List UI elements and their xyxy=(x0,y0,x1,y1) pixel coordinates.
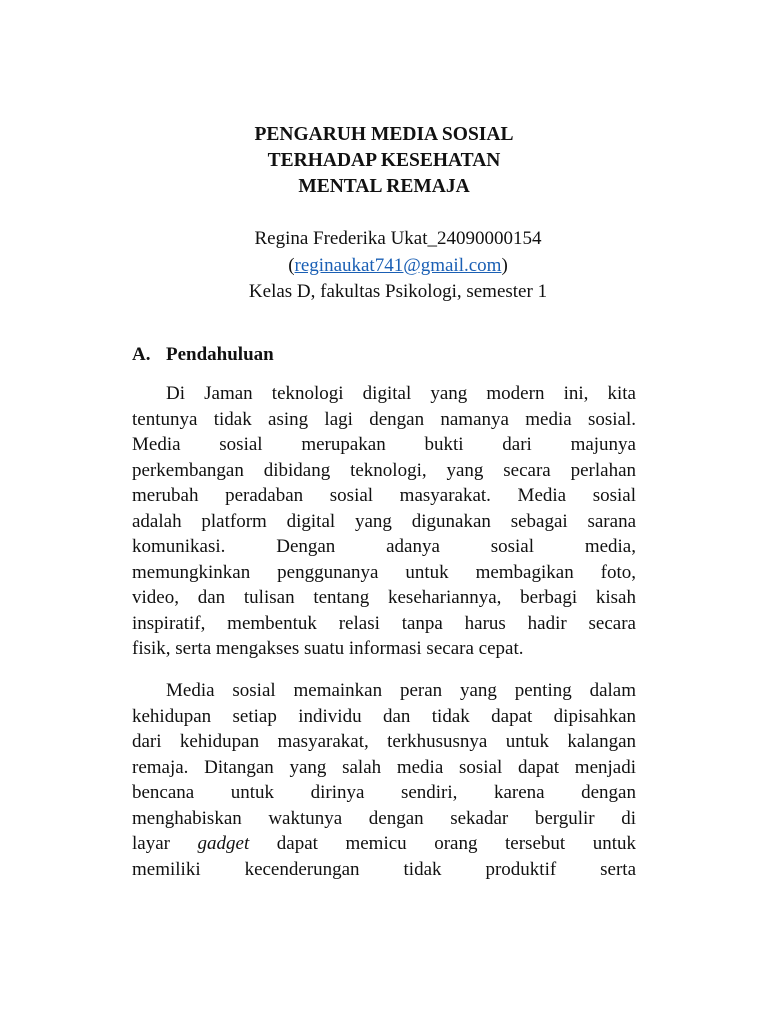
paragraph-line: kehidupan setiap individu dan tidak dapat dipisahkan xyxy=(132,705,636,727)
title-line: TERHADAP KESEHATAN xyxy=(267,150,501,171)
author-name: Regina Frederika Ukat_24090000154 xyxy=(254,228,542,249)
title-line: MENTAL REMAJA xyxy=(298,176,470,197)
paragraph-line: bencana untuk dirinya sendiri, karena dengan xyxy=(132,782,636,803)
author-email-line xyxy=(0,253,768,280)
document-title xyxy=(0,122,768,200)
paragraph-line: merubah peradaban sosial masyarakat. Media sosial xyxy=(132,485,636,506)
section-title: Pendahuluan xyxy=(166,344,274,365)
email-open-paren: ( xyxy=(288,254,295,276)
gadget-italic: gadget xyxy=(197,833,250,854)
author-block xyxy=(0,226,768,306)
email-link[interactable]: reginaukat741@gmail.com xyxy=(294,254,502,276)
paragraph-line: fisik, serta mengakses suatu informasi secara cepat. xyxy=(132,638,524,659)
email-close-paren: ) xyxy=(501,254,508,276)
paragraph-line: tentunya tidak asing lagi dengan namanya media sosial. xyxy=(132,408,636,430)
section-number: A. xyxy=(132,344,151,365)
paragraph-line: menghabiskan waktunya dengan sekadar bergulir di xyxy=(132,807,636,829)
title-line: PENGARUH MEDIA SOSIAL xyxy=(254,124,514,145)
paragraph-line: memungkinkan penggunanya untuk membagikan foto, xyxy=(132,561,636,583)
paragraph-line: adalah platform digital yang digunakan sebagai sarana xyxy=(132,510,636,532)
gadget-line-after: dapat memicu orang tersebut untuk xyxy=(249,833,636,854)
paragraph-line: Di Jaman teknologi digital yang modern ini, kita xyxy=(166,383,636,404)
gadget-line-before: layar xyxy=(132,833,198,854)
paragraph-line: perkembangan dibidang teknologi, yang secara perlahan xyxy=(132,459,636,481)
paragraph-line: memiliki kecenderungan tidak produktif serta xyxy=(132,858,636,880)
paragraph-line: Media sosial memainkan peran yang penting dalam xyxy=(166,680,636,701)
section-heading xyxy=(132,342,274,368)
author-class: Kelas D, fakultas Psikologi, semester 1 xyxy=(248,281,548,302)
paragraph-2 xyxy=(132,678,636,882)
paragraph-line: komunikasi. Dengan adanya sosial media, xyxy=(132,536,636,557)
paragraph-line: dari kehidupan masyarakat, terkhususnya untuk kalangan xyxy=(132,731,636,752)
paragraph-line: inspiratif, membentuk relasi tanpa harus hadir secara xyxy=(132,612,636,634)
paragraph-line: video, dan tulisan tentang kesehariannya, berbagi kisah xyxy=(132,587,636,608)
paragraph-1 xyxy=(132,381,636,662)
paragraph-line: remaja. Ditangan yang salah media sosial dapat menjadi xyxy=(132,756,636,778)
paragraph-line: Media sosial merupakan bukti dari majunya xyxy=(132,434,636,455)
paragraph-line xyxy=(132,831,636,857)
